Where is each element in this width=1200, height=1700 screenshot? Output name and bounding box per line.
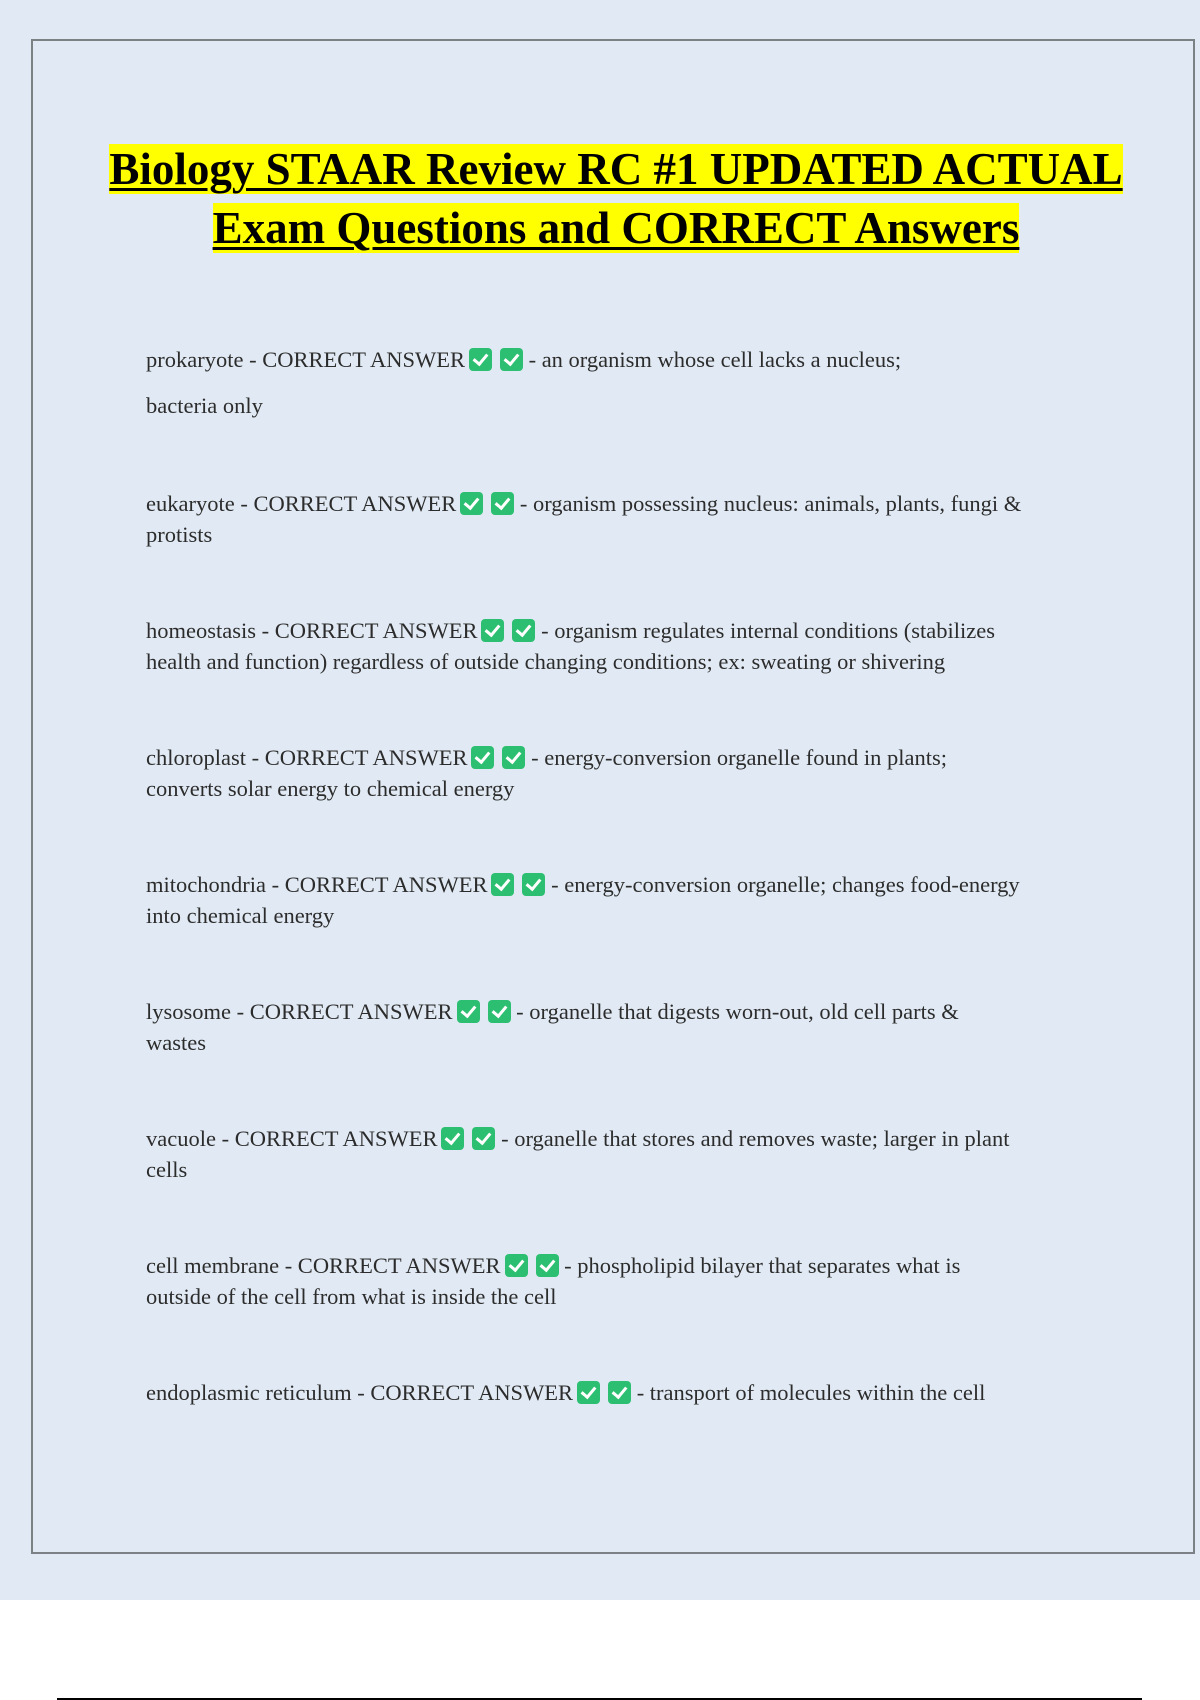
entry-definition-cont: wastes: [146, 1030, 206, 1055]
entry-answer-marker: - CORRECT ANSWER: [271, 872, 488, 897]
entry-definition-cont: converts solar energy to chemical energy: [146, 776, 515, 801]
check-icon: [460, 492, 483, 515]
check-icon: [481, 619, 504, 642]
check-icon: [502, 746, 525, 769]
qa-entry-cell-membrane: [146, 1250, 1096, 1312]
check-icon: [469, 348, 492, 371]
entry-term: endoplasmic reticulum: [146, 1380, 352, 1405]
entry-answer-marker: - CORRECT ANSWER: [251, 745, 468, 770]
entry-term: lysosome: [146, 999, 232, 1024]
entry-definition: - energy-conversion organelle; changes food-energy: [551, 872, 1020, 897]
check-icon: [522, 873, 545, 896]
entry-answer-marker: - CORRECT ANSWER: [240, 491, 457, 516]
document-title: [60, 140, 1172, 258]
entry-definition: - organelle that digests worn-out, old cell parts &: [516, 999, 959, 1024]
entry-definition: - energy-conversion organelle found in plants;: [531, 745, 948, 770]
entry-definition-cont: into chemical energy: [146, 903, 335, 928]
entry-term: prokaryote: [146, 347, 244, 372]
entry-answer-marker: - CORRECT ANSWER: [284, 1253, 501, 1278]
qa-entry-endoplasmic-reticulum: [146, 1377, 1096, 1408]
entry-definition: - phospholipid bilayer that separates what is: [564, 1253, 961, 1278]
entry-term: homeostasis: [146, 618, 256, 643]
entry-definition: - organism possessing nucleus: animals, plants, fungi &: [519, 491, 1022, 516]
entry-definition: - transport of molecules within the cell: [636, 1380, 986, 1405]
entry-definition-cont: cells: [146, 1157, 188, 1182]
entry-answer-marker: - CORRECT ANSWER: [221, 1126, 438, 1151]
entry-answer-marker: - CORRECT ANSWER: [249, 347, 465, 372]
entry-definition-cont: protists: [146, 522, 213, 547]
check-icon: [441, 1127, 464, 1150]
check-icon: [512, 619, 535, 642]
entry-definition: - organism regulates internal conditions (stabilizes: [541, 618, 995, 643]
entry-term: cell membrane: [146, 1253, 280, 1278]
qa-entry-homeostasis: [146, 615, 1096, 677]
qa-entry-lysosome: [146, 996, 1096, 1058]
check-icon: [488, 1000, 511, 1023]
entry-term: chloroplast: [146, 745, 246, 770]
check-icon: [472, 1127, 495, 1150]
entry-definition: - an organism whose cell lacks a nucleus;: [528, 347, 902, 372]
document-title-text: Biology STAAR Review RC #1 UPDATED ACTUAL Exam Questions and CORRECT Answers: [109, 144, 1123, 253]
check-icon: [500, 348, 523, 371]
check-icon: [471, 746, 494, 769]
check-icon: [491, 492, 514, 515]
check-icon: [457, 1000, 480, 1023]
check-icon: [608, 1381, 631, 1404]
check-icon: [536, 1254, 559, 1277]
entry-term: eukaryote: [146, 491, 235, 516]
qa-entry-prokaryote: [146, 344, 1096, 421]
qa-entry-mitochondria: [146, 869, 1096, 931]
entry-definition: - organelle that stores and removes waste; larger in plant: [501, 1126, 1010, 1151]
check-icon: [491, 873, 514, 896]
qa-entry-eukaryote: [146, 488, 1096, 550]
qa-entry-vacuole: [146, 1123, 1096, 1185]
check-icon: [505, 1254, 528, 1277]
entry-term: vacuole: [146, 1126, 216, 1151]
entry-answer-marker: - CORRECT ANSWER: [357, 1380, 574, 1405]
entry-definition-cont: outside of the cell from what is inside the cell: [146, 1284, 557, 1309]
entry-answer-marker: - CORRECT ANSWER: [236, 999, 453, 1024]
entry-definition-cont: bacteria only: [146, 393, 263, 418]
qa-entry-chloroplast: [146, 742, 1096, 804]
entry-definition-cont: health and function) regardless of outside changing conditions; ex: sweating or shivering: [146, 649, 946, 674]
entry-term: mitochondria: [146, 872, 266, 897]
check-icon: [577, 1381, 600, 1404]
entry-answer-marker: - CORRECT ANSWER: [261, 618, 478, 643]
